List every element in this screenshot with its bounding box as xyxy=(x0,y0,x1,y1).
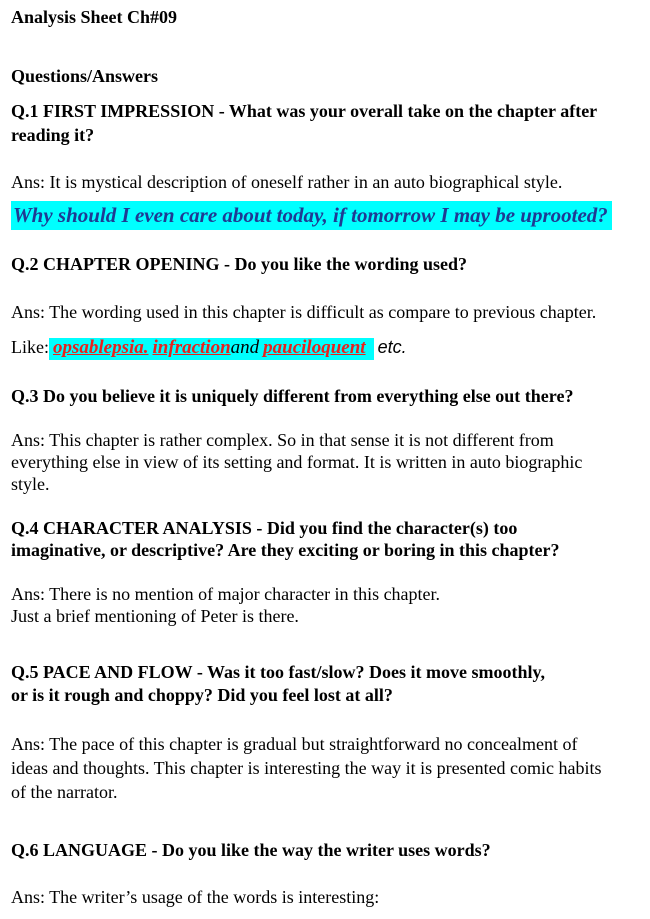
q2-etc: etc. xyxy=(377,337,407,357)
q2-question: Q.2 CHAPTER OPENING - Do you like the wording used? xyxy=(11,254,468,274)
q3-answer-line-1: Ans: This chapter is rather complex. So in that sense it is not different from xyxy=(11,430,554,450)
q3-answer-line-2: everything else in view of its setting and format. It is written in auto biographic xyxy=(11,452,583,472)
q2-word-2: infraction xyxy=(152,337,231,358)
sheet-title: Analysis Sheet Ch#09 xyxy=(11,7,178,27)
q5-answer-line-2: ideas and thoughts. This chapter is interesting the way it is presented comic habits xyxy=(11,758,602,778)
q1-question-line-1: Q.1 FIRST IMPRESSION - What was your overall take on the chapter after xyxy=(11,101,598,121)
q2-like-label: Like: xyxy=(11,337,49,357)
q2-highlighted-words xyxy=(49,338,374,360)
q2-word-1: opsablepsia. xyxy=(53,337,149,358)
q1-highlighted-quote: Why should I even care about today, if tomorrow I may be uprooted? xyxy=(11,201,612,230)
q2-and-text: and xyxy=(230,337,260,358)
q5-answer-line-3: of the narrator. xyxy=(11,782,118,802)
q6-answer: Ans: The writer’s usage of the words is interesting: xyxy=(11,887,380,907)
q1-quote-line xyxy=(11,203,642,228)
q3-question: Q.3 Do you believe it is uniquely different from everything else out there? xyxy=(11,386,574,406)
q2-word-3: pauciloquent xyxy=(263,337,366,358)
q5-question-line-1: Q.5 PACE AND FLOW - Was it too fast/slow? Does it move smoothly, xyxy=(11,662,545,682)
q2-answer: Ans: The wording used in this chapter is difficult as compare to previous chapter. xyxy=(11,302,597,322)
q1-question-line-2: reading it? xyxy=(11,125,95,145)
q1-answer: Ans: It is mystical description of oneself rather in an auto biographical style. xyxy=(11,172,563,192)
q5-answer-line-1: Ans: The pace of this chapter is gradual but straightforward no concealment of xyxy=(11,734,578,754)
section-heading: Questions/Answers xyxy=(11,66,159,86)
q6-question: Q.6 LANGUAGE - Do you like the way the writer uses words? xyxy=(11,840,491,860)
q4-answer-line-1: Ans: There is no mention of major character in this chapter. xyxy=(11,584,441,604)
q2-like-line xyxy=(11,337,642,359)
q4-question-line-2: imaginative, or descriptive? Are they exciting or boring in this chapter? xyxy=(11,540,560,560)
q4-answer-line-2: Just a brief mentioning of Peter is there. xyxy=(11,606,299,626)
q3-answer-line-3: style. xyxy=(11,474,50,494)
q4-question-line-1: Q.4 CHARACTER ANALYSIS - Did you find the character(s) too xyxy=(11,518,518,538)
q5-question-line-2: or is it rough and choppy? Did you feel lost at all? xyxy=(11,685,393,705)
